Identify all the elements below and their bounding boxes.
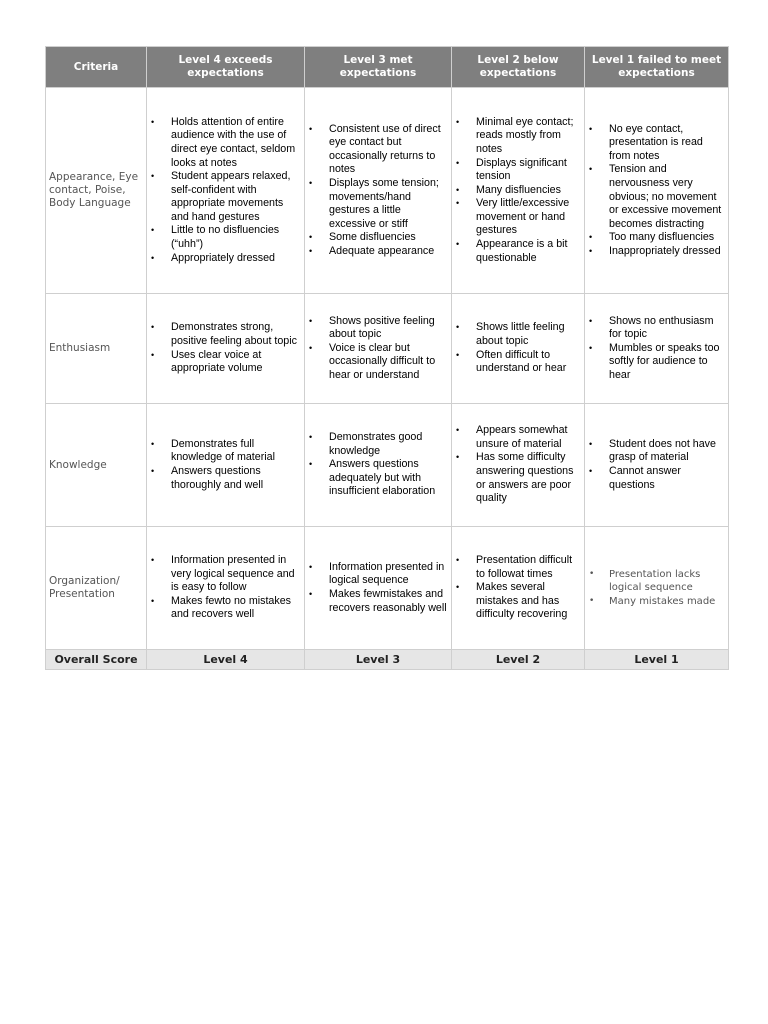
header-level-4: Level 4 exceeds expectations: [147, 47, 305, 88]
list-item: • No eye contact, presentation is read from notes: [587, 123, 725, 164]
descriptor-cell-level-2: [452, 88, 585, 294]
descriptor-list: [307, 123, 448, 259]
criterion-label: Organization/ Presentation: [46, 527, 147, 650]
descriptor-cell-level-1: [585, 294, 729, 404]
overall-score-row: [46, 650, 729, 670]
list-item: • Appears somewhat unsure of material: [454, 424, 581, 451]
list-item: • Minimal eye contact; reads mostly from notes: [454, 116, 581, 157]
overall-score-label: Overall Score: [46, 650, 147, 670]
criterion-label: Knowledge: [46, 404, 147, 527]
list-item: • Makes fewmistakes and recovers reasonably well: [307, 588, 448, 615]
list-item: • Makes several mistakes and has difficulty recovering: [454, 581, 581, 622]
descriptor-cell-level-4: [147, 404, 305, 527]
list-item: • Displays some tension; movements/hand gestures a little excessive or stiff: [307, 177, 448, 231]
descriptor-cell-level-1: [585, 527, 729, 650]
list-item: • Student appears relaxed, self-confident with appropriate movements and hand gestures: [149, 170, 301, 224]
list-item: • Answers questions thoroughly and well: [149, 465, 301, 492]
list-item: • Tension and nervousness very obvious; no movement or excessive movement becomes distracting: [587, 163, 725, 231]
header-row: [46, 47, 729, 88]
descriptor-list: [149, 116, 301, 266]
descriptor-cell-level-3: [305, 88, 452, 294]
list-item: • Holds attention of entire audience with the use of direct eye contact, seldom looks at notes: [149, 116, 301, 170]
descriptor-list: [454, 554, 581, 622]
descriptor-cell-level-4: [147, 294, 305, 404]
header-level-2: Level 2 below expectations: [452, 47, 585, 88]
list-item: • Appropriately dressed: [149, 252, 301, 266]
list-item: • Student does not have grasp of material: [587, 438, 725, 465]
list-item: • Demonstrates good knowledge: [307, 431, 448, 458]
list-item: • Displays significant tension: [454, 157, 581, 184]
list-item: • Shows no enthusiasm for topic: [587, 315, 725, 342]
descriptor-cell-level-1: [585, 404, 729, 527]
descriptor-cell-level-2: [452, 404, 585, 527]
list-item: • Answers questions adequately but with insufficient elaboration: [307, 458, 448, 499]
list-item: • Has some difficulty answering questions or answers are poor quality: [454, 451, 581, 505]
list-item: • Presentation lacks logical sequence: [587, 568, 725, 595]
list-item: • Little to no disfluencies (“uhh”): [149, 224, 301, 251]
list-item: • Demonstrates strong, positive feeling about topic: [149, 321, 301, 348]
list-item: • Some disfluencies: [307, 231, 448, 245]
header-criteria: Criteria: [46, 47, 147, 88]
descriptor-cell-level-3: [305, 404, 452, 527]
list-item: • Too many disfluencies: [587, 231, 725, 245]
descriptor-cell-level-3: [305, 527, 452, 650]
list-item: • Very little/excessive movement or hand gestures: [454, 197, 581, 238]
list-item: • Makes fewto no mistakes and recovers well: [149, 595, 301, 622]
descriptor-list: [149, 321, 301, 375]
descriptor-list: [587, 438, 725, 492]
descriptor-list: [307, 561, 448, 615]
descriptor-list: [307, 315, 448, 383]
rubric-table: [45, 46, 729, 670]
list-item: • Adequate appearance: [307, 245, 448, 259]
list-item: • Information presented in logical sequence: [307, 561, 448, 588]
descriptor-cell-level-2: [452, 527, 585, 650]
descriptor-cell-level-4: [147, 88, 305, 294]
rubric-row-enthusiasm: [46, 294, 729, 404]
list-item: • Mumbles or speaks too softly for audience to hear: [587, 342, 725, 383]
list-item: • Information presented in very logical sequence and is easy to follow: [149, 554, 301, 595]
descriptor-list: [587, 315, 725, 383]
list-item: • Shows positive feeling about topic: [307, 315, 448, 342]
descriptor-list: [149, 554, 301, 622]
descriptor-list: [149, 438, 301, 492]
list-item: • Inappropriately dressed: [587, 245, 725, 259]
list-item: • Appearance is a bit questionable: [454, 238, 581, 265]
descriptor-cell-level-4: [147, 527, 305, 650]
descriptor-list: [454, 116, 581, 266]
descriptor-cell-level-2: [452, 294, 585, 404]
descriptor-list: [307, 431, 448, 499]
list-item: • Cannot answer questions: [587, 465, 725, 492]
list-item: • Demonstrates full knowledge of material: [149, 438, 301, 465]
list-item: • Many mistakes made: [587, 595, 725, 609]
descriptor-list: [454, 321, 581, 375]
list-item: • Uses clear voice at appropriate volume: [149, 349, 301, 376]
footer-level-1: Level 1: [585, 650, 729, 670]
descriptor-cell-level-3: [305, 294, 452, 404]
list-item: • Often difficult to understand or hear: [454, 349, 581, 376]
list-item: • Consistent use of direct eye contact but occasionally returns to notes: [307, 123, 448, 177]
header-level-1: Level 1 failed to meet expectations: [585, 47, 729, 88]
footer-level-3: Level 3: [305, 650, 452, 670]
criterion-label: Appearance, Eye contact, Poise, Body Language: [46, 88, 147, 294]
rubric-row-knowledge: [46, 404, 729, 527]
list-item: • Presentation difficult to followat times: [454, 554, 581, 581]
header-level-3: Level 3 met expectations: [305, 47, 452, 88]
footer-level-4: Level 4: [147, 650, 305, 670]
descriptor-list: [454, 424, 581, 506]
list-item: • Many disfluencies: [454, 184, 581, 198]
list-item: • Shows little feeling about topic: [454, 321, 581, 348]
descriptor-list: [587, 568, 725, 609]
rubric-row-appearance: [46, 88, 729, 294]
list-item: • Voice is clear but occasionally difficult to hear or understand: [307, 342, 448, 383]
criterion-label: Enthusiasm: [46, 294, 147, 404]
footer-level-2: Level 2: [452, 650, 585, 670]
descriptor-list: [587, 123, 725, 259]
rubric-row-organization: [46, 527, 729, 650]
descriptor-cell-level-1: [585, 88, 729, 294]
